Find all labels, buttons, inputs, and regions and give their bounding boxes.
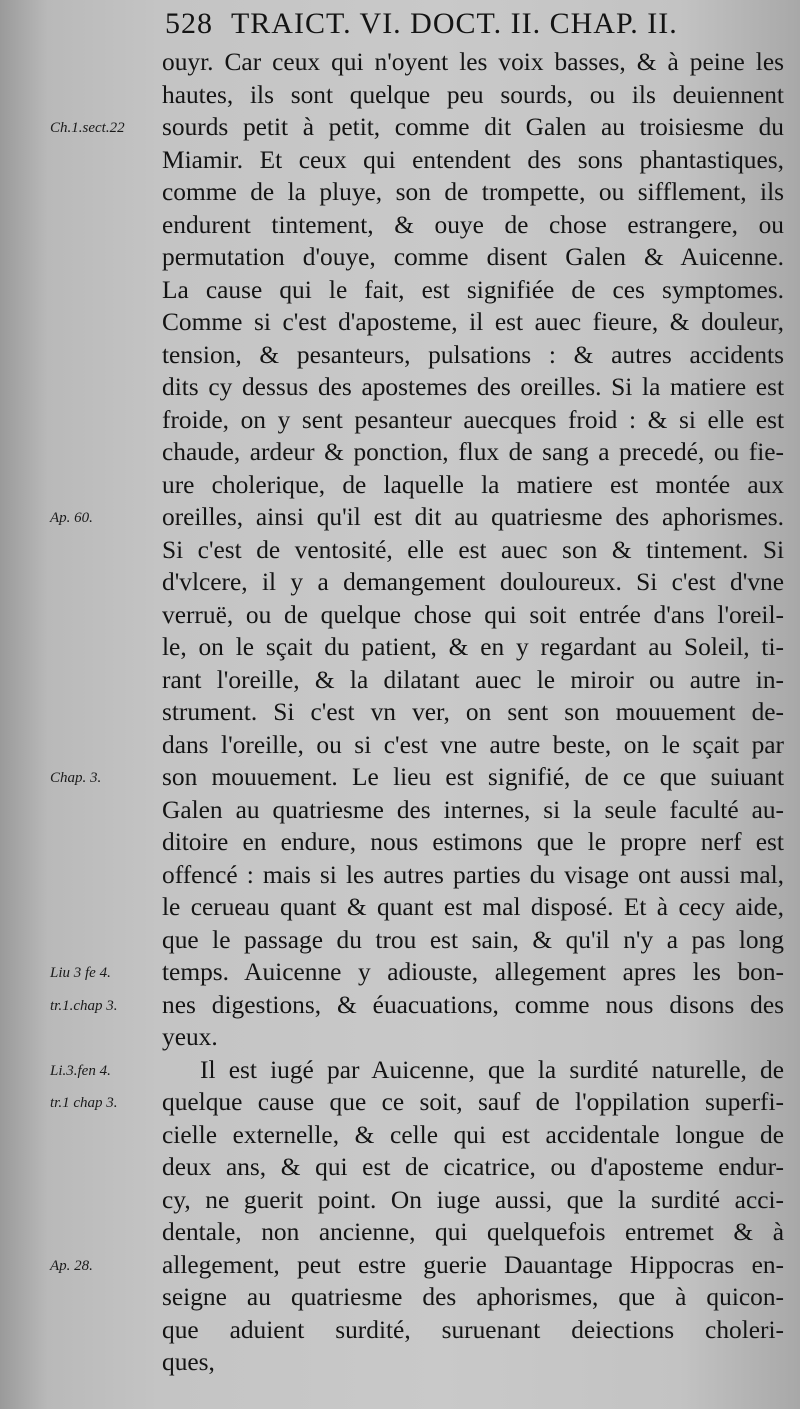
margin-note: tr.1 chap 3.	[50, 1095, 118, 1111]
margin-note: Ap. 60.	[50, 510, 93, 526]
body-text	[162, 46, 784, 1379]
text-line: Si c'est de ventosité, elle est auec son & tintement. Si	[162, 535, 784, 564]
text-line: que le passage du trou est sain, & qu'il n'y a pas long	[162, 925, 784, 954]
text-line: cielle externelle, & celle qui est accidentale longue de	[162, 1120, 784, 1149]
text-line: ouyr. Car ceux qui n'oyent les voix basses, & à peine les	[162, 48, 784, 76]
margin-note: Ap. 28.	[50, 1257, 93, 1274]
text-line: dentale, non ancienne, qui quelquefois entremet & à	[162, 1218, 784, 1246]
margin-note: tr.1.chap 3.	[50, 997, 118, 1014]
text-line: offencé : mais si les autres parties du visage ont aussi mal,	[162, 860, 784, 889]
text-line: rant l'oreille, & la dilatant auec le miroir ou autre in-	[162, 665, 784, 694]
text-line: yeux.	[162, 1023, 218, 1051]
text-line: strument. Si c'est vn ver, on sent son mouuement de-	[162, 698, 784, 726]
text-line: d'vlcere, il y a demangement douloureux. Si c'est d'vne	[162, 568, 784, 596]
text-line: temps. Auicenne y adiouste, allegement apres les bon-	[162, 958, 784, 986]
page-number: 528	[165, 7, 213, 40]
text-line: ditoire en endure, nous estimons que le propre nerf est	[162, 828, 784, 856]
text-line: cy, ne guerit point. On iuge aussi, que la surdité acci-	[162, 1185, 784, 1214]
text-line: le, on le sçait du patient, & en y regardant au Soleil, ti-	[162, 633, 784, 661]
text-line: Il est iugé par Auicenne, que la surdité naturelle, de	[200, 1055, 784, 1084]
running-header	[165, 4, 795, 44]
margin-note: Chap. 3.	[50, 770, 102, 786]
running-title: TRAICT. VI. DOCT. II. CHAP. II.	[230, 7, 678, 40]
text-line: tension, & pesanteurs, pulsations : & autres accidents	[162, 340, 784, 369]
text-line: allegement, peut estre guerie Dauantage Hippocras en-	[162, 1250, 784, 1279]
text-line: hautes, ils sont quelque peu sourds, ou ils deuiennent	[162, 80, 784, 109]
text-line: ure cholerique, de laquelle la matiere est montée aux	[162, 470, 784, 499]
text-line: La cause qui le fait, est signifiée de ces symptomes.	[162, 275, 784, 304]
text-line: Miamir. Et ceux qui entendent des sons phantastiques,	[162, 145, 784, 174]
text-line: dits cy dessus des apostemes des oreilles. Si la matiere est	[162, 373, 784, 401]
text-line: verruë, ou de quelque chose qui soit entrée d'ans l'oreil-	[162, 600, 784, 629]
margin-note: Ch.1.sect.22	[50, 120, 125, 136]
text-line: nes digestions, & éuacuations, comme nous disons des	[162, 990, 784, 1019]
text-line: Galen au quatriesme des internes, si la seule faculté au-	[162, 795, 784, 824]
text-line: son mouuement. Le lieu est signifié, de ce que suiuant	[162, 763, 784, 791]
text-line: froide, on y sent pesanteur auecques froid : & si elle est	[162, 405, 784, 434]
text-line: deux ans, & qui est de cicatrice, ou d'aposteme endur-	[162, 1153, 784, 1181]
text-line: que aduient surdité, suruenant deiections choleri-	[162, 1315, 784, 1344]
text-line: comme de la pluye, son de trompette, ou sifflement, ils	[162, 178, 784, 206]
text-line: chaude, ardeur & ponction, flux de sang a precedé, ou fie-	[162, 438, 784, 466]
margin-note: Liu 3 fe 4.	[50, 965, 111, 981]
text-line: seigne au quatriesme des aphorismes, que à quicon-	[162, 1283, 784, 1311]
text-line: dans l'oreille, ou si c'est vne autre beste, on le sçait par	[162, 730, 784, 759]
text-line: sourds petit à petit, comme dit Galen au troisiesme du	[162, 113, 784, 141]
margin-note: Li.3.fen 4.	[50, 1062, 111, 1079]
text-line: permutation d'ouye, comme disent Galen & Auicenne.	[162, 243, 784, 271]
text-line: endurent tintement, & ouye de chose estrangere, ou	[162, 210, 784, 239]
text-line: quelque cause que ce soit, sauf de l'oppilation superfi-	[162, 1088, 784, 1116]
text-line: oreilles, ainsi qu'il est dit au quatriesme des aphorismes.	[162, 503, 784, 531]
text-line: Comme si c'est d'aposteme, il est auec fieure, & douleur,	[162, 308, 784, 336]
text-line: le cerueau quant & quant est mal disposé. Et à cecy aide,	[162, 893, 784, 921]
text-line: ques,	[162, 1348, 215, 1376]
